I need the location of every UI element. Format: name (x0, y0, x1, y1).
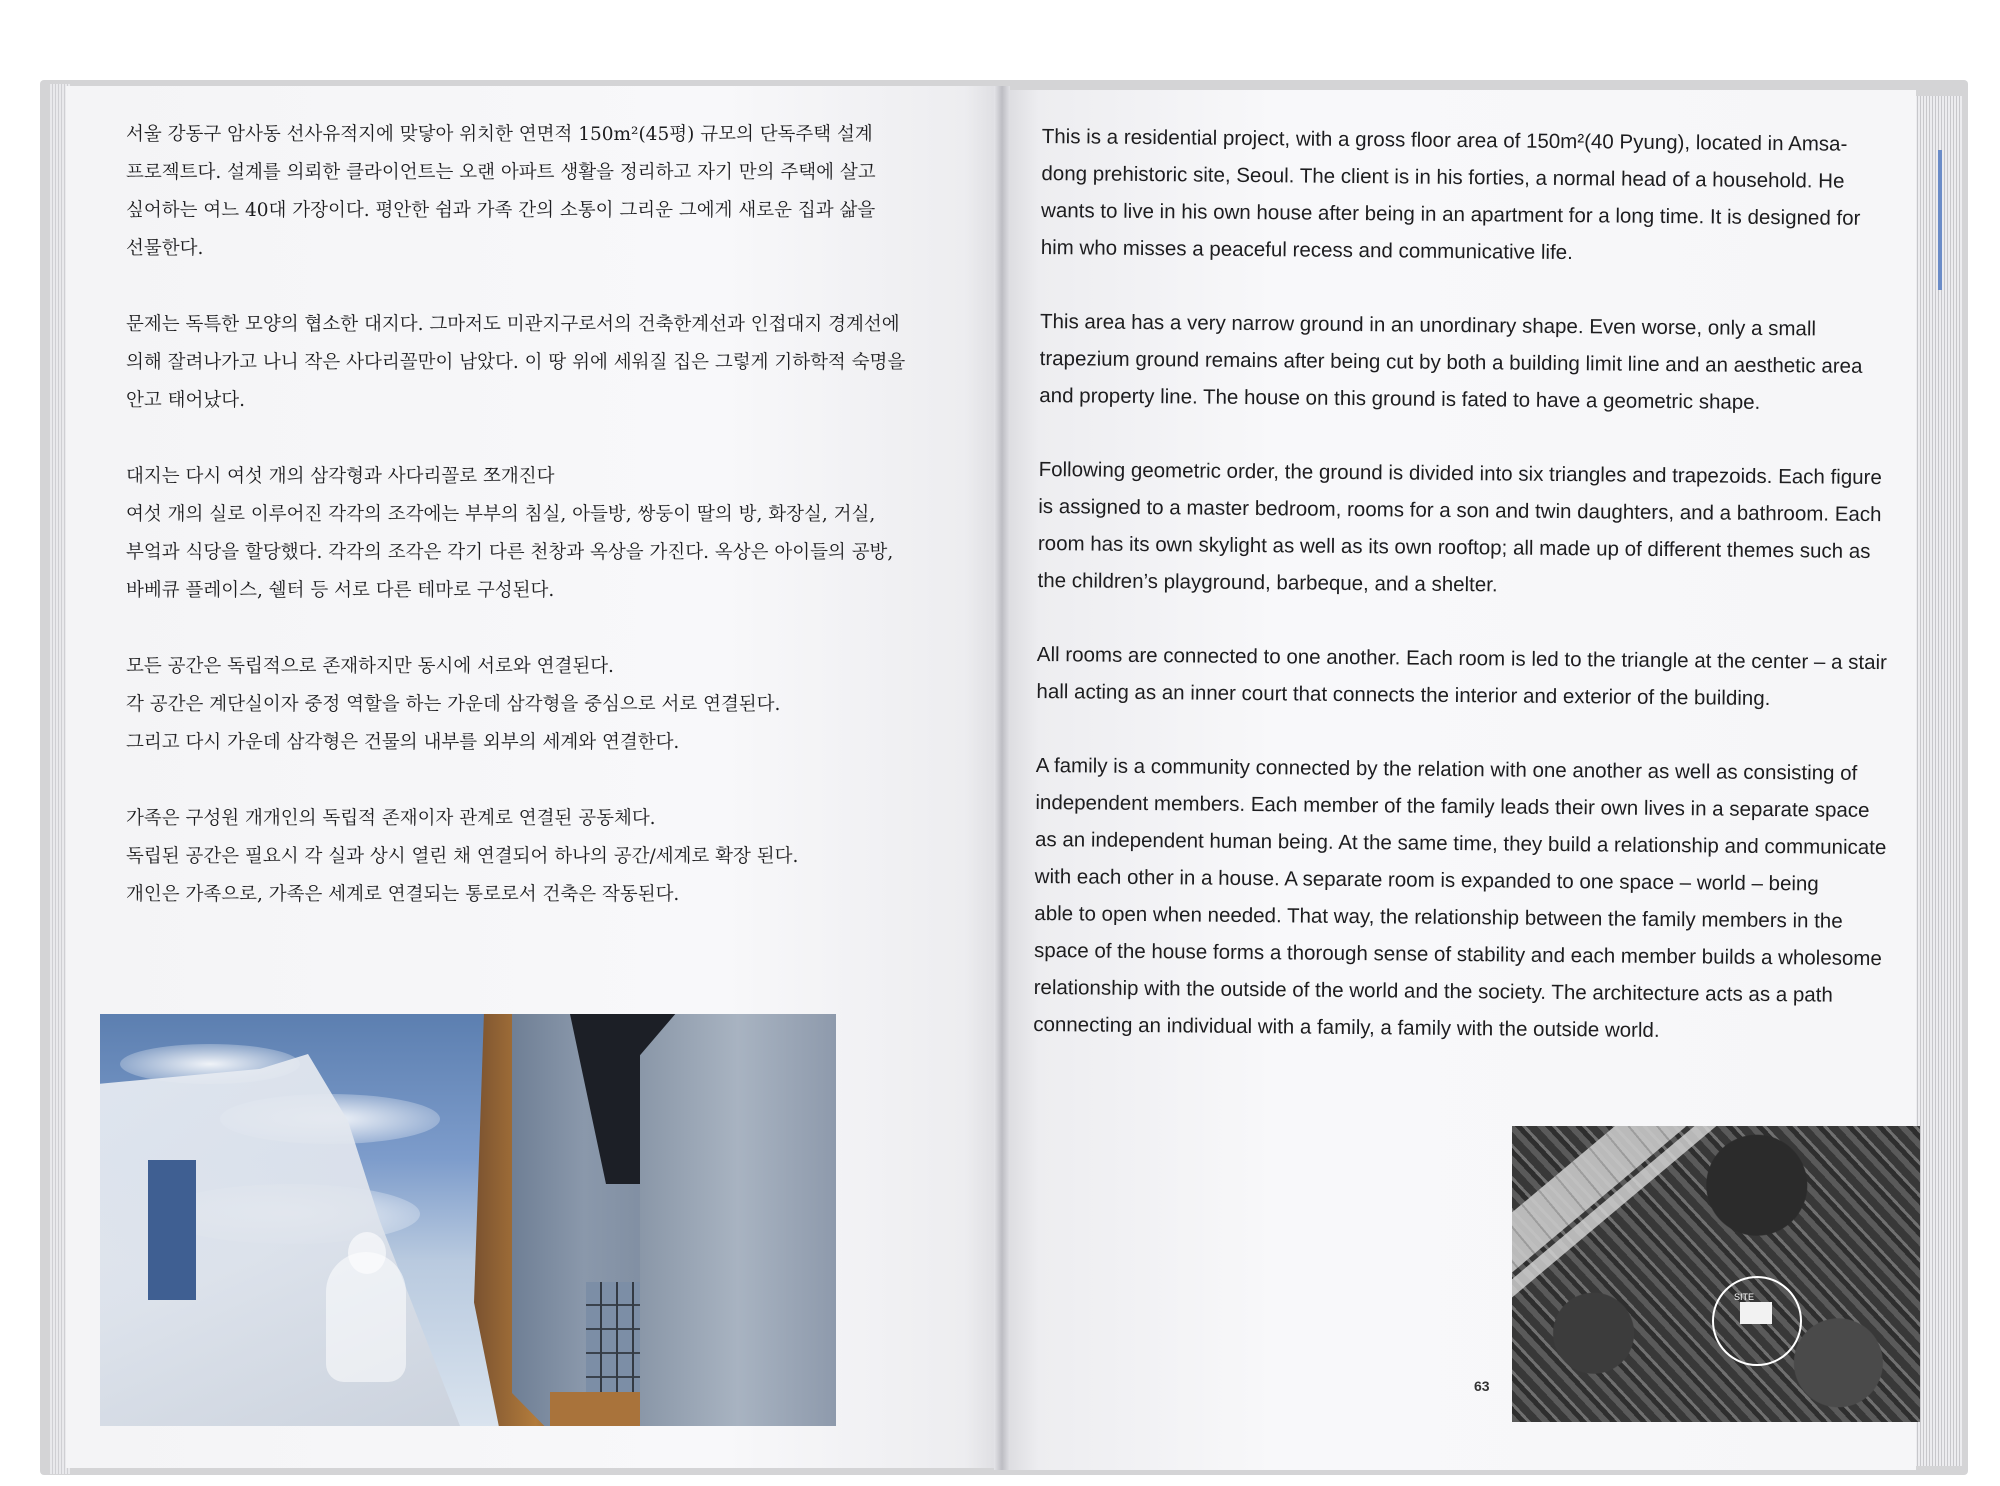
text-line: 대지는 다시 여섯 개의 삼각형과 사다리꼴로 쪼개진다 (126, 466, 555, 487)
text-line: as an independent human being. At the same time, they build a relationship and communicate (1034, 827, 1887, 860)
text-line: space of the house forms a thorough sense of stability and each member builds a wholesome (1033, 938, 1882, 971)
text-line: 각 공간은 계단실이자 중정 역할을 하는 가운데 삼각형을 중심으로 서로 연결된다. (126, 694, 781, 715)
text-line: the children’s playground, barbeque, and a shelter. (1037, 568, 1498, 597)
english-paragraph-3 (1037, 451, 1888, 607)
page-number: 63 (1474, 1378, 1490, 1394)
text-line: relationship with the outside of the world and the society. The architecture acts as a path (1033, 975, 1833, 1007)
text-line: room has its own skylight as well as its own rooftop; all made up of different themes such as (1037, 531, 1871, 563)
text-line: 부엌과 식당을 할당했다. 각각의 조각은 각기 다른 천창과 옥상을 가진다. 옥상은 아이들의 공방, (126, 542, 894, 563)
reading-child-silhouette (326, 1252, 406, 1382)
text-line: All rooms are connected to one another. Each room is led to the triangle at the center – a stair (1036, 642, 1888, 675)
text-line: connecting an individual with a family, a family with the outside world. (1033, 1012, 1660, 1042)
korean-paragraph-3 (126, 458, 976, 610)
text-line: 그리고 다시 가운데 삼각형은 건물의 내부를 외부의 세계와 연결한다. (126, 732, 680, 753)
text-line: 싶어하는 여느 40대 가장이다. 평안한 쉼과 가족 간의 소통이 그리운 그에게 새로운 집과 삶을 (126, 200, 876, 221)
korean-paragraph-2 (126, 306, 976, 420)
text-line: 문제는 독특한 모양의 협소한 대지다. 그마저도 미관지구로서의 건축한계선과 인접대지 경계선에 (126, 314, 900, 335)
text-line: independent members. Each member of the family leads their own lives in a separate space (1035, 790, 1870, 822)
text-line: 여섯 개의 실로 이루어진 각각의 조각에는 부부의 침실, 아들방, 쌍둥이 딸의 방, 화장실, 거실, (126, 504, 876, 525)
text-line: and property line. The house on this ground is fated to have a geometric shape. (1039, 383, 1761, 414)
korean-paragraph-5 (126, 800, 976, 914)
text-line: trapezium ground remains after being cut by both a building limit line and an aesthetic area (1039, 346, 1863, 378)
english-paragraph-2 (1039, 303, 1890, 422)
text-line: A family is a community connected by the relation with one another as well as consisting of (1035, 753, 1858, 785)
text-line: 안고 태어났다. (126, 390, 245, 411)
korean-paragraph-1 (126, 116, 976, 268)
text-line: dong prehistoric site, Seoul. The client is in his forties, a normal head of a household. He (1041, 161, 1845, 193)
text-line: 모든 공간은 독립적으로 존재하지만 동시에 서로와 연결된다. (126, 656, 614, 677)
interior-rendering-image (100, 1014, 836, 1426)
page-edge-color-accent (1938, 150, 1942, 290)
text-line: 프로젝트다. 설계를 의뢰한 클라이언트는 오랜 아파트 생활을 정리하고 자기 만의 주택에 살고 (126, 162, 876, 183)
site-label: SITE (1734, 1292, 1755, 1302)
text-line: 서울 강동구 암사동 선사유적지에 맞닿아 위치한 연면적 150m²(45평) 규모의 단독주택 설계 (126, 124, 873, 145)
text-line: 선물한다. (126, 238, 204, 259)
site-building (1740, 1302, 1772, 1324)
concrete-wall (640, 1014, 836, 1426)
text-line: This area has a very narrow ground in an unordinary shape. Even worse, only a small (1039, 309, 1817, 341)
text-line: 개인은 가족으로, 가족은 세계로 연결되는 통로로서 건축은 작동된다. (126, 884, 680, 905)
text-line: hall acting as an inner court that connects the interior and exterior of the building. (1036, 679, 1771, 711)
text-line: Following geometric order, the ground is divided into six triangles and trapezoids. Each figure (1038, 457, 1882, 490)
text-line: 가족은 구성원 개개인의 독립적 존재이자 관계로 연결된 공동체다. (126, 808, 656, 829)
english-text-column (1033, 118, 1892, 1088)
korean-paragraph-4 (126, 648, 976, 762)
korean-text-column (126, 116, 976, 952)
text-line: able to open when needed. That way, the relationship between the family members in the (1034, 901, 1843, 933)
english-paragraph-1 (1041, 118, 1892, 274)
english-paragraph-4 (1036, 636, 1887, 718)
text-line: 바베큐 플레이스, 쉘터 등 서로 다른 테마로 구성된다. (126, 580, 555, 601)
text-line: 독립된 공간은 필요시 각 실과 상시 열린 채 연결되어 하나의 공간/세계로 확장 된다. (126, 846, 799, 867)
window-opening (148, 1160, 196, 1300)
aerial-site-photo (1512, 1126, 1920, 1422)
text-line: him who misses a peaceful recess and communicative life. (1040, 235, 1573, 265)
text-line: wants to live in his own house after being in an apartment for a long time. It is designed for (1041, 198, 1861, 230)
english-paragraph-5 (1033, 747, 1886, 1051)
book-gutter (994, 86, 1010, 1470)
text-line: with each other in a house. A separate room is expanded to one space – world – being (1034, 864, 1819, 896)
text-line: 의해 잘려나가고 나니 작은 사다리꼴만이 남았다. 이 땅 위에 세워질 집은 그렇게 기하학적 숙명을 (126, 352, 906, 373)
text-line: is assigned to a master bedroom, rooms for a son and twin daughters, and a bathroom. Each (1038, 494, 1882, 527)
text-line: This is a residential project, with a gross floor area of 150m²(40 Pyung), located in Amsa- (1041, 124, 1848, 156)
